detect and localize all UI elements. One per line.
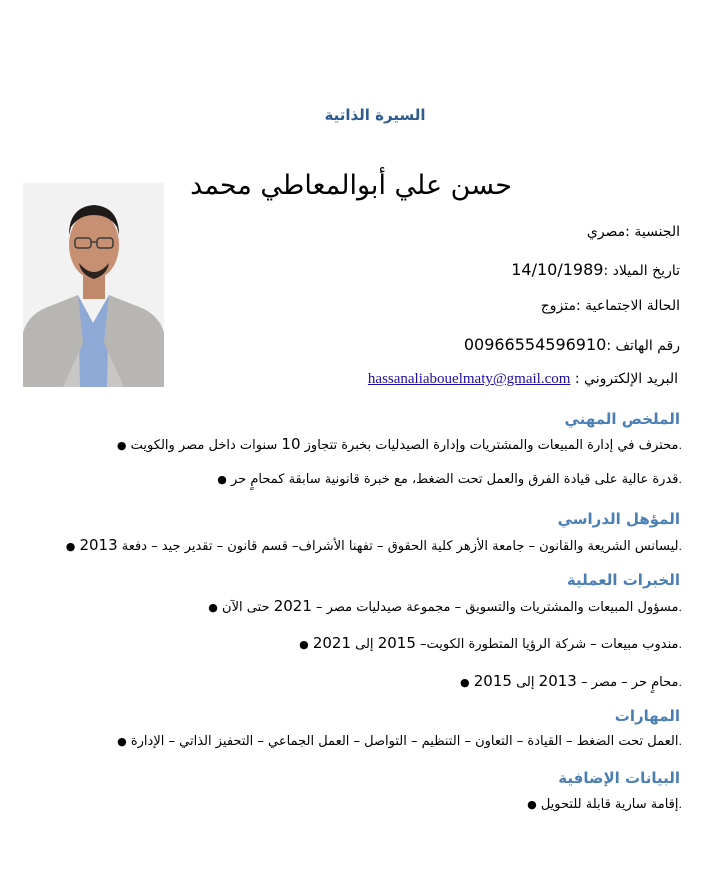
email-label: البريد الإلكتروني : (574, 371, 678, 387)
summary-heading: الملخص المهني (564, 410, 680, 428)
experience-item-2: .مندوب مبيعات – شركة الرؤيا المتطورة الكويت– 2015 إلى 2021 ● (299, 634, 682, 652)
bullet-icon: ● (65, 540, 76, 553)
bullet-icon: ● (116, 439, 127, 452)
bullet-icon: . (678, 439, 682, 452)
additional-item-1: .إقامة سارية قابلة للتحويل ● (527, 797, 682, 812)
bullet-icon: . (678, 540, 682, 553)
profile-photo (23, 183, 164, 387)
birth-date-value: 14/10/1989 (511, 260, 604, 279)
skills-item-1: .العمل تحت الضغط – القيادة – التعاون – التنظيم – التواصل – العمل الجماعي – التحفيز الذاتي – الإدارة ● (117, 734, 682, 749)
birth-date-row (511, 260, 680, 279)
birth-date-label: تاريخ الميلاد : (603, 263, 680, 279)
bullet-icon: ● (217, 473, 227, 486)
bullet-icon: ● (527, 798, 537, 811)
phone-value: 00966554596910 (463, 335, 607, 354)
email-link[interactable]: hassanaliabouelmaty@gmail.com (367, 371, 571, 387)
full-name: حسن علي أبوالمعاطي محمد (190, 170, 512, 201)
experience-heading: الخبرات العملية (566, 571, 680, 589)
phone-row (464, 335, 680, 354)
bullet-icon: . (678, 473, 682, 486)
bullet-icon: ● (299, 638, 309, 651)
bullet-icon: . (678, 735, 682, 748)
additional-heading: البيانات الإضافية (558, 769, 680, 787)
bullet-icon: . (678, 676, 682, 689)
bullet-icon: ● (117, 735, 127, 748)
experience-item-1: .مسؤول المبيعات والمشتريات والتسويق – مجموعة صيدليات مصر – 2021 حتى الآن ● (208, 597, 682, 615)
bullet-icon: . (678, 601, 682, 614)
education-item-1: .ليسانس الشريعة والقانون – جامعة الأزهر كلية الحقوق – تفهنا الأشراف– قسم قانون – تقدير جيد – دفعة 2013 ● (65, 536, 682, 554)
bullet-icon: . (678, 798, 682, 811)
bullet-icon: ● (460, 676, 470, 689)
skills-heading: المهارات (614, 707, 680, 725)
marital-status: الحالة الاجتماعية :متزوج (540, 298, 680, 314)
experience-item-3: .محامٍ حر – مصر – 2013 إلى 2015 ● (460, 672, 682, 690)
phone-label: رقم الهاتف : (606, 338, 680, 354)
bullet-icon: . (678, 638, 682, 651)
summary-item-1: .محترف في إدارة المبيعات والمشتريات وإدارة الصيدليات بخبرة تتجاوز 10 سنوات داخل مصر والكويت ● (116, 435, 682, 453)
education-heading: المؤهل الدراسي (557, 510, 680, 528)
summary-item-2: .قدرة عالية على قيادة الفرق والعمل تحت الضغط، مع خبرة قانونية سابقة كمحامٍ حر ● (217, 472, 682, 487)
email-row (368, 371, 678, 388)
bullet-icon: ● (208, 601, 218, 614)
nationality: الجنسية :مصري (586, 224, 680, 240)
document-title: السيرة الذاتية (324, 106, 426, 124)
